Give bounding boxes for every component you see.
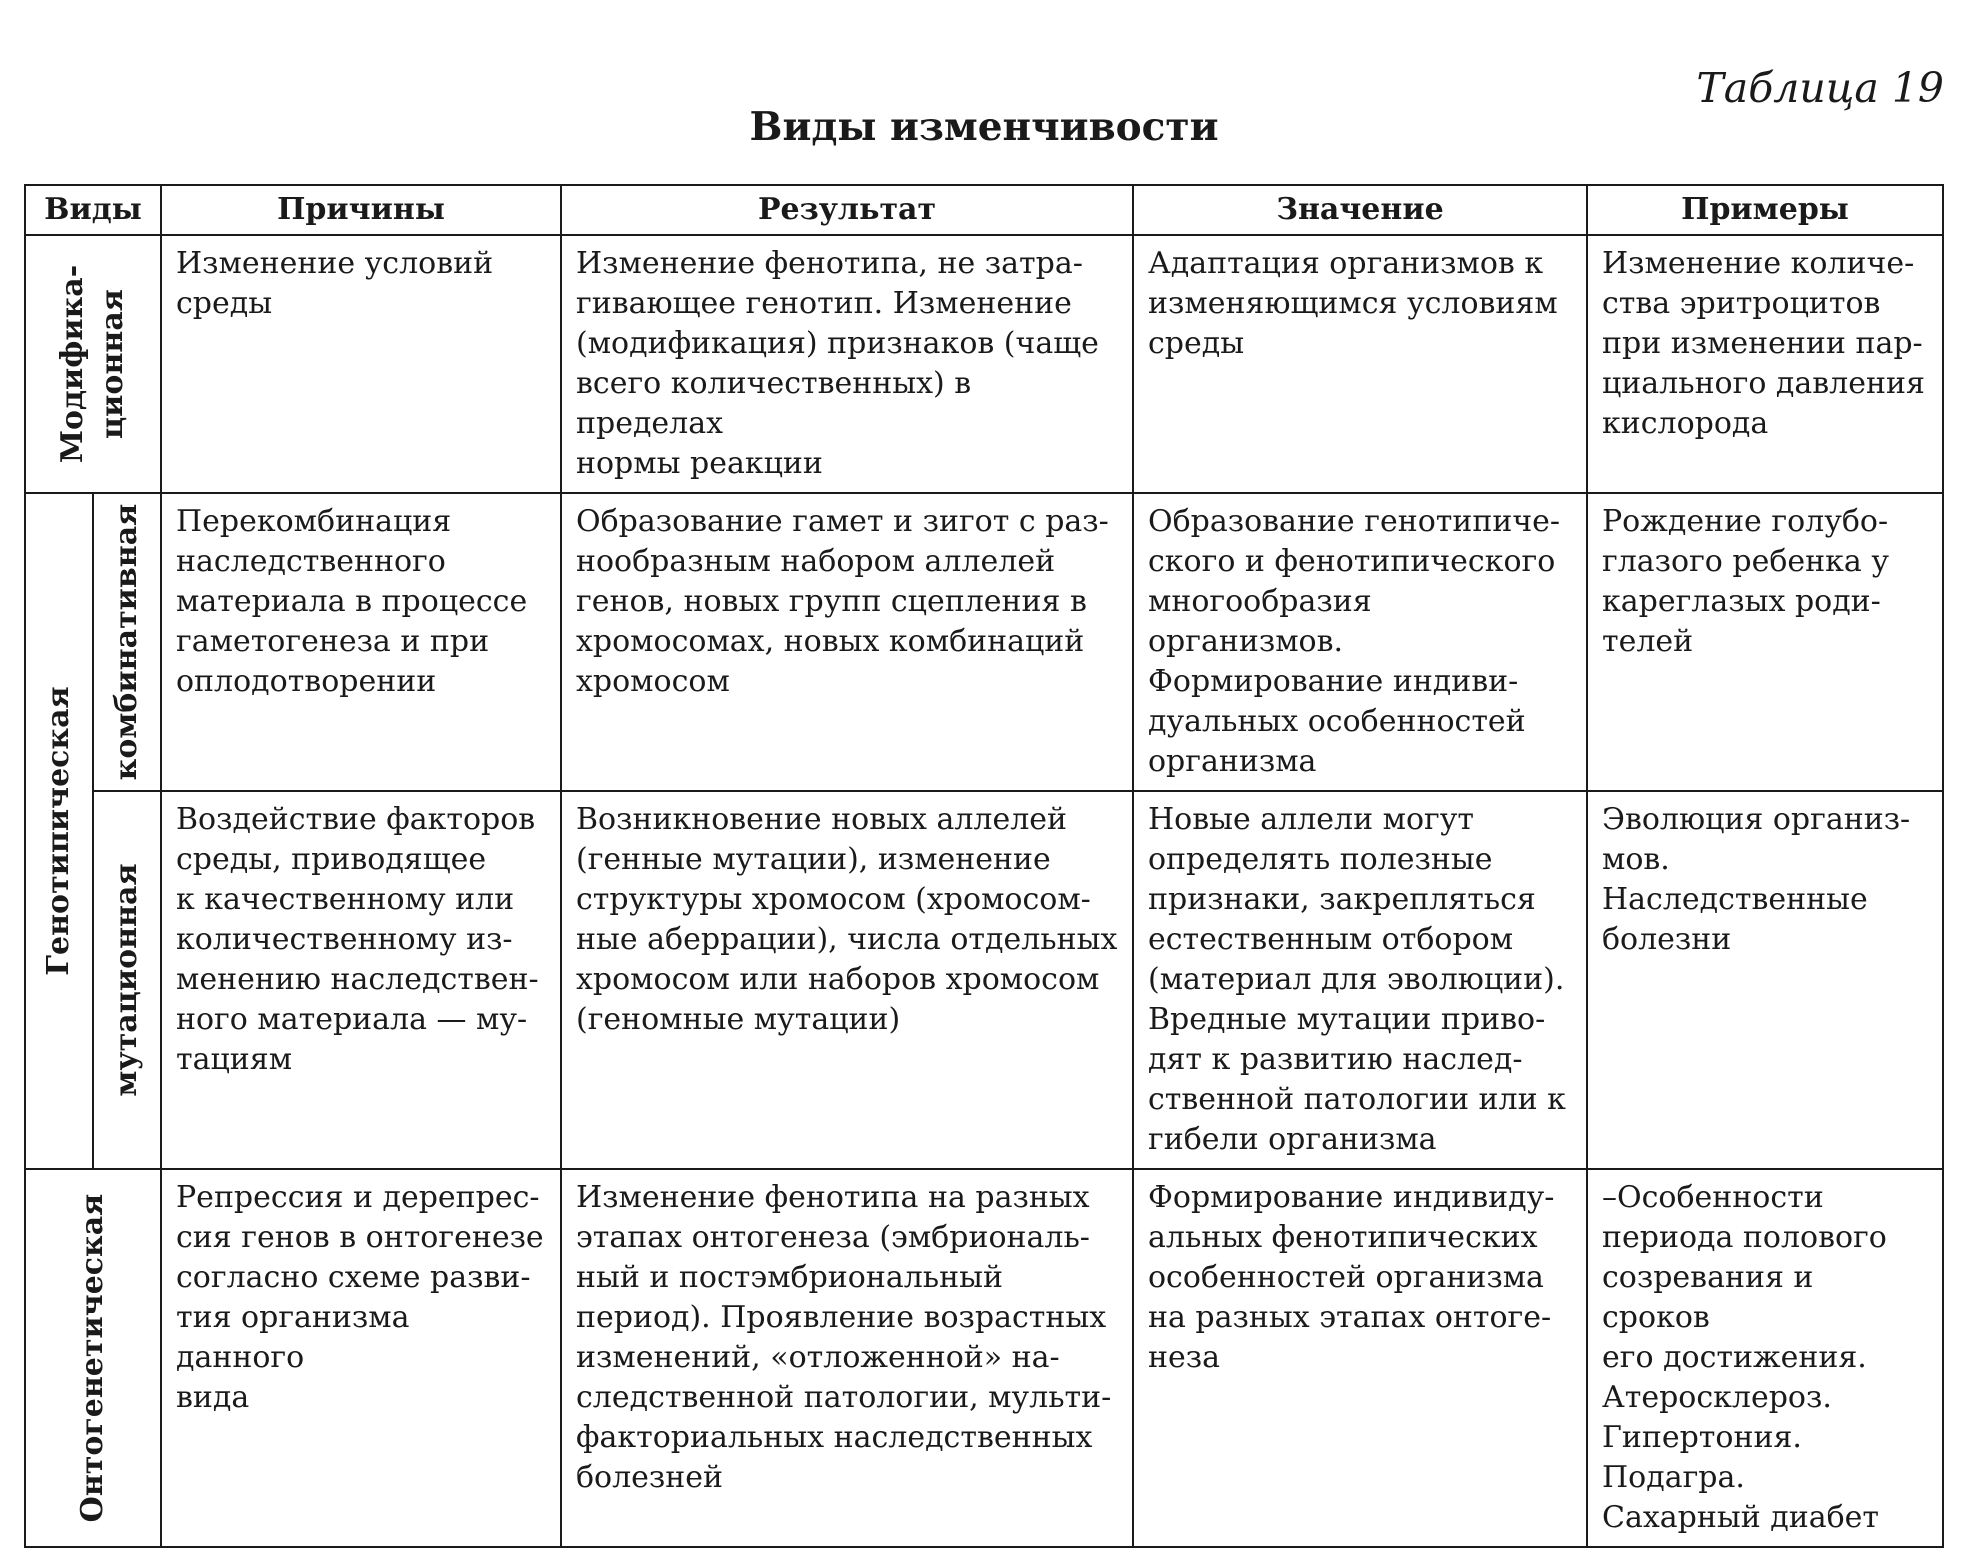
type-ontogenetic: Онтогенетическая <box>75 1193 110 1523</box>
type-combinative: комбинативная <box>109 503 144 781</box>
header-causes: Причины <box>161 185 561 235</box>
ontogenetic-significance: Формирование индивиду- альных фенотипических особенностей организма на разных этапах онтоге- неза <box>1133 1169 1587 1547</box>
header-examples: Примеры <box>1587 185 1943 235</box>
ontogenetic-causes: Репрессия и дерепрес- сия генов в онтогенезе согласно схеме разви- тия организма данного вида <box>161 1169 561 1547</box>
type-modification: Модифика- ционная <box>55 264 130 464</box>
modification-causes: Изменение условий среды <box>161 235 561 493</box>
row-ontogenetic <box>25 1169 1943 1547</box>
header-result: Результат <box>561 185 1133 235</box>
modification-significance: Адаптация организмов к изменяющимся условиям среды <box>1133 235 1587 493</box>
type-genotypic: Генотипическая <box>41 686 76 976</box>
variability-table <box>24 184 1944 1548</box>
header-significance: Значение <box>1133 185 1587 235</box>
combinative-significance: Образование генотипиче- ского и фенотипического многообразия организмов. Формирование индиви- дуальных особенностей организма <box>1133 493 1587 791</box>
type-modification-cell <box>25 235 161 493</box>
mutational-causes: Воздействие факторов среды, приводящее к качественному или количественному из- менению наследствен- ного материала — му- тациям <box>161 791 561 1169</box>
type-mutational: мутационная <box>109 863 144 1097</box>
type-ontogenetic-cell <box>25 1169 161 1547</box>
header-row <box>25 185 1943 235</box>
ontogenetic-examples: –Особенности периода полового созревания и сроков его достижения. Атеросклероз. Гипертония. Подагра. Сахарный диабет <box>1587 1169 1943 1547</box>
row-modification <box>25 235 1943 493</box>
row-mutational <box>25 791 1943 1169</box>
table-number: Таблица 19 <box>1696 64 1944 112</box>
combinative-examples: Рождение голубо- глазого ребенка у кареглазых роди- телей <box>1587 493 1943 791</box>
ontogenetic-result: Изменение фенотипа на разных этапах онтогенеза (эмбриональ- ный и постэмбриональный период). Проявление возрастных изменений, «отложенной» на- следственной патологии, мульти- факториальных наследственных болезней <box>561 1169 1133 1547</box>
combinative-result: Образование гамет и зигот с раз- нообразным набором аллелей генов, новых групп сцепления в хромосомах, новых комбинаций хромосом <box>561 493 1133 791</box>
mutational-significance: Новые аллели могут определять полезные признаки, закрепляться естественным отбором (материал для эволюции). Вредные мутации приво- дят к развитию наслед- ственной патологии или к гибели организма <box>1133 791 1587 1169</box>
combinative-causes: Перекомбинация наследственного материала в процессе гаметогенеза и при оплодотворении <box>161 493 561 791</box>
type-combinative-cell <box>93 493 161 791</box>
mutational-examples: Эволюция организ- мов. Наследственные болезни <box>1587 791 1943 1169</box>
table-title: Виды изменчивости <box>749 104 1219 150</box>
type-mutational-cell <box>93 791 161 1169</box>
modification-result: Изменение фенотипа, не затра- гивающее генотип. Изменение (модификация) признаков (чаще всего количественных) в пределах нормы реакции <box>561 235 1133 493</box>
row-combinative <box>25 493 1943 791</box>
type-genotypic-cell <box>25 493 93 1169</box>
modification-examples: Изменение количе- ства эритроцитов при изменении пар- циального давления кислорода <box>1587 235 1943 493</box>
header-types: Виды <box>25 185 161 235</box>
mutational-result: Возникновение новых аллелей (генные мутации), изменение структуры хромосом (хромосом- ные аберрации), числа отдельных хромосом или наборов хромосом (геномные мутации) <box>561 791 1133 1169</box>
